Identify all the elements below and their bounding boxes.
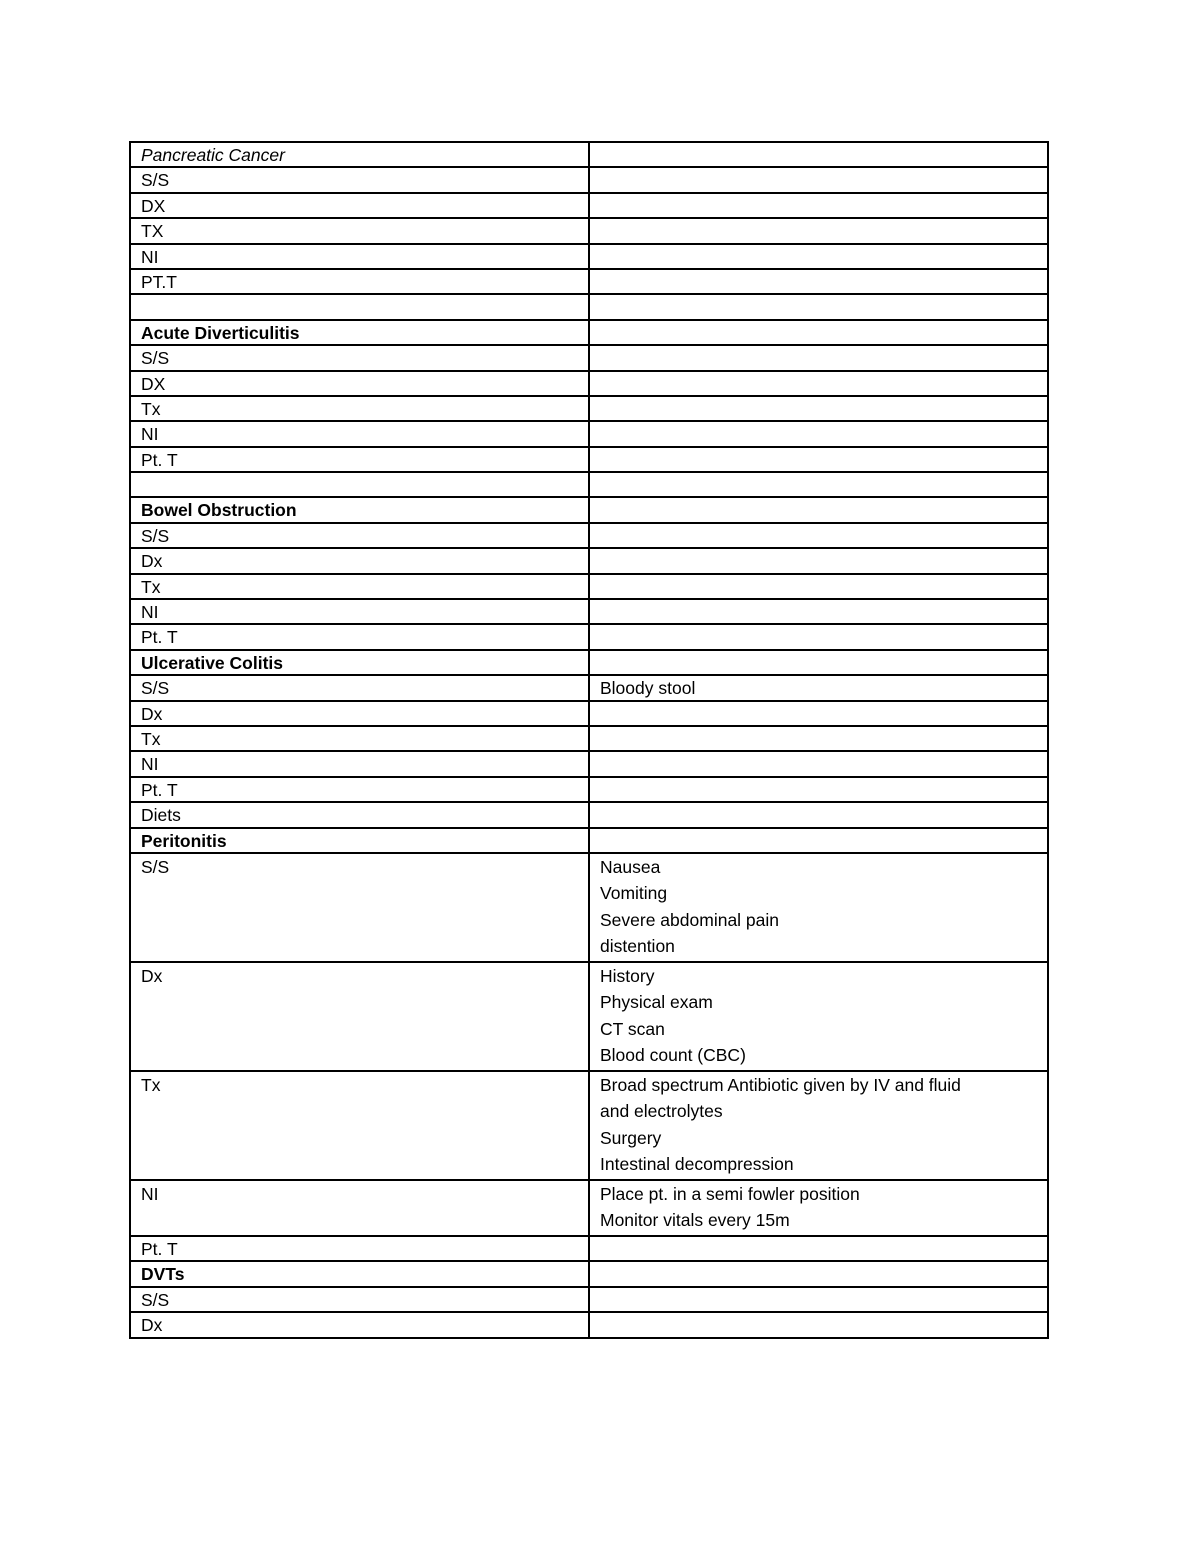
row-label (141, 295, 578, 318)
row-label-cell (130, 726, 589, 751)
row-label-cell (130, 1261, 589, 1286)
row-label: S/S (141, 856, 170, 877)
row-label-cell (130, 828, 589, 853)
row-label: DX (141, 195, 166, 216)
row-content-cell (589, 650, 1048, 675)
row-label-cell (130, 269, 589, 294)
row-label-cell (130, 853, 589, 962)
table-row (130, 828, 1048, 853)
row-content-cell (589, 218, 1048, 243)
row-label-cell (130, 447, 589, 472)
row-label-cell (130, 421, 589, 446)
row-content-cell (589, 167, 1048, 192)
row-content-cell (589, 421, 1048, 446)
row-content-cell (589, 269, 1048, 294)
section-heading: Peritonitis (141, 830, 227, 851)
row-label-cell (130, 962, 589, 1071)
table-row (130, 650, 1048, 675)
table-row (130, 1180, 1048, 1236)
row-label: Tx (141, 398, 161, 419)
row-label-cell (130, 244, 589, 269)
table-row (130, 675, 1048, 700)
table-row (130, 193, 1048, 218)
row-label: NI (141, 1183, 159, 1204)
row-label-cell (130, 523, 589, 548)
row-label-cell (130, 1236, 589, 1261)
table-row (130, 574, 1048, 599)
content-line: Vomiting (600, 883, 668, 904)
row-content-cell (589, 1287, 1048, 1312)
content-line: CT scan (600, 1018, 665, 1039)
table-row (130, 497, 1048, 522)
row-label: Tx (141, 1074, 161, 1095)
row-label-cell (130, 294, 589, 319)
table-row (130, 472, 1048, 497)
content-line: Place pt. in a semi fowler position (600, 1183, 860, 1204)
row-label: S/S (141, 348, 170, 369)
row-label-cell (130, 777, 589, 802)
row-content-cell (589, 523, 1048, 548)
section-heading: Pancreatic Cancer (141, 145, 285, 165)
section-heading: Bowel Obstruction (141, 500, 297, 521)
table-row (130, 1236, 1048, 1261)
row-label: DX (141, 373, 166, 394)
row-content-cell (589, 828, 1048, 853)
row-label: NI (141, 246, 159, 267)
row-label-cell (130, 320, 589, 345)
row-content-cell (589, 599, 1048, 624)
row-content-cell (589, 548, 1048, 573)
row-label-cell (130, 193, 589, 218)
table-row (130, 1071, 1048, 1180)
row-content-cell (589, 1312, 1048, 1337)
table-body (130, 142, 1048, 1338)
row-content-cell (589, 447, 1048, 472)
row-content-cell (589, 1071, 1048, 1180)
table-row (130, 802, 1048, 827)
table-row (130, 371, 1048, 396)
row-content-cell (589, 244, 1048, 269)
table-row (130, 396, 1048, 421)
section-heading: Ulcerative Colitis (141, 652, 283, 673)
row-label-cell (130, 218, 589, 243)
row-label: Dx (141, 703, 163, 724)
content-line: Physical exam (600, 992, 713, 1013)
table-row (130, 523, 1048, 548)
table-row (130, 1261, 1048, 1286)
section-heading: Acute Diverticulitis (141, 322, 300, 343)
table-row (130, 726, 1048, 751)
row-label-cell (130, 574, 589, 599)
table-row (130, 167, 1048, 192)
content-line: Bloody stool (600, 678, 696, 699)
row-label-cell (130, 497, 589, 522)
row-label: NI (141, 602, 159, 623)
row-label-cell (130, 650, 589, 675)
row-label: PT.T (141, 271, 177, 292)
row-label: Pt. T (141, 449, 178, 470)
row-content-cell (589, 497, 1048, 522)
table-row (130, 962, 1048, 1071)
row-content-cell (589, 1261, 1048, 1286)
row-label-cell (130, 701, 589, 726)
row-content-cell (589, 371, 1048, 396)
row-label: Dx (141, 551, 163, 572)
content-line: Monitor vitals every 15m (600, 1210, 790, 1231)
row-label-cell (130, 472, 589, 497)
row-content-cell (589, 675, 1048, 700)
table-row (130, 751, 1048, 776)
row-label-cell (130, 371, 589, 396)
row-label: Pt. T (141, 627, 178, 648)
row-content-cell (589, 396, 1048, 421)
row-label-cell (130, 624, 589, 649)
row-label: Pt. T (141, 779, 178, 800)
table-row (130, 777, 1048, 802)
row-label: S/S (141, 170, 170, 191)
row-content-cell (589, 345, 1048, 370)
row-label-cell (130, 167, 589, 192)
row-content-cell (589, 777, 1048, 802)
row-label (141, 473, 578, 496)
row-label-cell (130, 599, 589, 624)
row-content-cell (589, 294, 1048, 319)
content-line: Surgery (600, 1127, 662, 1148)
table-row (130, 599, 1048, 624)
table-row (130, 294, 1048, 319)
row-label: Tx (141, 728, 161, 749)
row-content-cell (589, 751, 1048, 776)
content-line: Blood count (CBC) (600, 1045, 746, 1066)
table-row (130, 142, 1048, 167)
row-content-cell (589, 853, 1048, 962)
row-label: Pt. T (141, 1238, 178, 1259)
row-label-cell (130, 345, 589, 370)
row-label-cell (130, 142, 589, 167)
row-label-cell (130, 1180, 589, 1236)
table-row (130, 320, 1048, 345)
table-row (130, 853, 1048, 962)
row-content-cell (589, 193, 1048, 218)
row-label: S/S (141, 1289, 170, 1310)
content-line: and electrolytes (600, 1101, 723, 1122)
table-row (130, 447, 1048, 472)
row-label: NI (141, 424, 159, 445)
row-label: NI (141, 754, 159, 775)
row-content-cell (589, 472, 1048, 497)
row-label: S/S (141, 525, 170, 546)
row-content-cell (589, 962, 1048, 1071)
row-label-cell (130, 1312, 589, 1337)
section-heading: DVTs (141, 1264, 185, 1285)
content-line: Broad spectrum Antibiotic given by IV and fluid (600, 1074, 961, 1095)
row-content-cell (589, 802, 1048, 827)
row-content-cell (589, 574, 1048, 599)
row-label: TX (141, 221, 164, 242)
row-label-cell (130, 802, 589, 827)
row-label-cell (130, 751, 589, 776)
table-row (130, 1312, 1048, 1337)
row-content-cell (589, 701, 1048, 726)
row-content-cell (589, 142, 1048, 167)
row-content-cell (589, 726, 1048, 751)
content-line: History (600, 965, 655, 986)
row-content-cell (589, 320, 1048, 345)
table-row (130, 624, 1048, 649)
table-row (130, 244, 1048, 269)
row-label: Dx (141, 1315, 163, 1336)
row-label-cell (130, 1287, 589, 1312)
row-label-cell (130, 675, 589, 700)
row-label-cell (130, 1071, 589, 1180)
row-label-cell (130, 548, 589, 573)
table-row (130, 421, 1048, 446)
table-row (130, 269, 1048, 294)
content-line: Nausea (600, 856, 661, 877)
content-line: distention (600, 936, 675, 957)
content-line: Severe abdominal pain (600, 909, 780, 930)
table-row (130, 548, 1048, 573)
table-row (130, 218, 1048, 243)
row-content-cell (589, 624, 1048, 649)
row-label: Diets (141, 805, 181, 826)
row-label: Dx (141, 965, 163, 986)
table-row (130, 1287, 1048, 1312)
table-row (130, 345, 1048, 370)
content-line: Intestinal decompression (600, 1154, 794, 1175)
notes-table (129, 141, 1049, 1339)
row-label-cell (130, 396, 589, 421)
row-content-cell (589, 1236, 1048, 1261)
row-label: Tx (141, 576, 161, 597)
row-label: S/S (141, 678, 170, 699)
table-row (130, 701, 1048, 726)
row-content-cell (589, 1180, 1048, 1236)
